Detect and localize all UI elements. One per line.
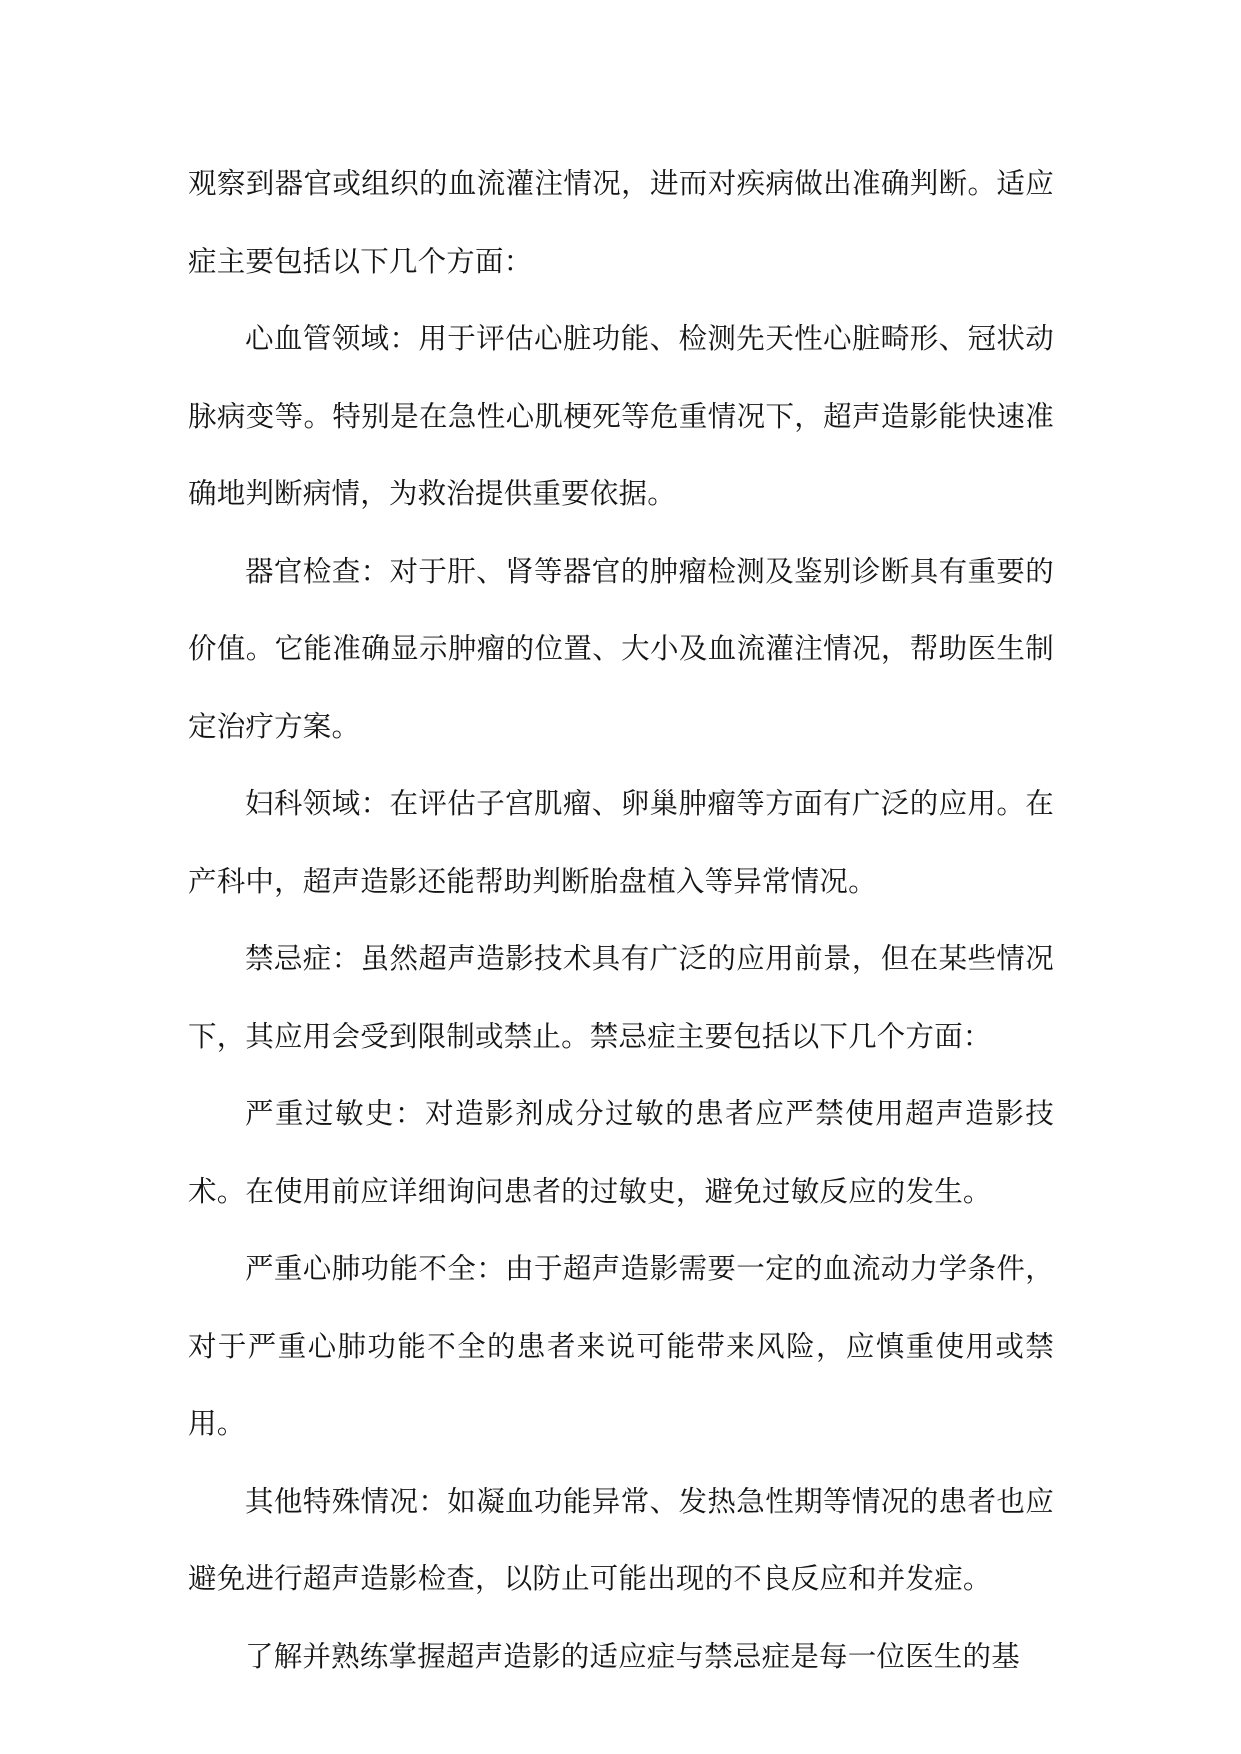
paragraph-organ-examination: 器官检查：对于肝、肾等器官的肿瘤检测及鉴别诊断具有重要的价值。它能准确显示肿瘤的位置、大小及血流灌注情况，帮助医生制定治疗方案。 [188, 554, 1054, 743]
paragraph-cardiovascular: 心血管领域：用于评估心脏功能、检测先天性心脏畸形、冠状动脉病变等。特别是在急性心肌梗死等危重情况下，超声造影能快速准确地判断病情，为救治提供重要依据。 [188, 322, 1054, 510]
paragraph-continuation: 观察到器官或组织的血流灌注情况，进而对疾病做出准确判断。适应症主要包括以下几个方面： [188, 167, 1054, 278]
paragraph-cardiopulmonary: 严重心肺功能不全：由于超声造影需要一定的血流动力学条件，对于严重心肺功能不全的患者来说可能带来风险，应慎重使用或禁用。 [188, 1252, 1054, 1440]
paragraph-allergy-history: 严重过敏史：对造影剂成分过敏的患者应严禁使用超声造影技术。在使用前应详细询问患者的过敏史，避免过敏反应的发生。 [188, 1097, 1054, 1208]
document-body [188, 145, 1054, 1695]
paragraph-contraindications: 禁忌症：虽然超声造影技术具有广泛的应用前景，但在某些情况下，其应用会受到限制或禁止。禁忌症主要包括以下几个方面： [188, 942, 1054, 1053]
paragraph-gynecology: 妇科领域：在评估子宫肌瘤、卵巢肿瘤等方面有广泛的应用。在产科中，超声造影还能帮助判断胎盘植入等异常情况。 [188, 787, 1054, 898]
paragraph-conclusion: 了解并熟练掌握超声造影的适应症与禁忌症是每一位医生的基 [245, 1639, 1020, 1673]
paragraph-special-cases: 其他特殊情况：如凝血功能异常、发热急性期等情况的患者也应避免进行超声造影检查，以防止可能出现的不良反应和并发症。 [188, 1484, 1054, 1595]
